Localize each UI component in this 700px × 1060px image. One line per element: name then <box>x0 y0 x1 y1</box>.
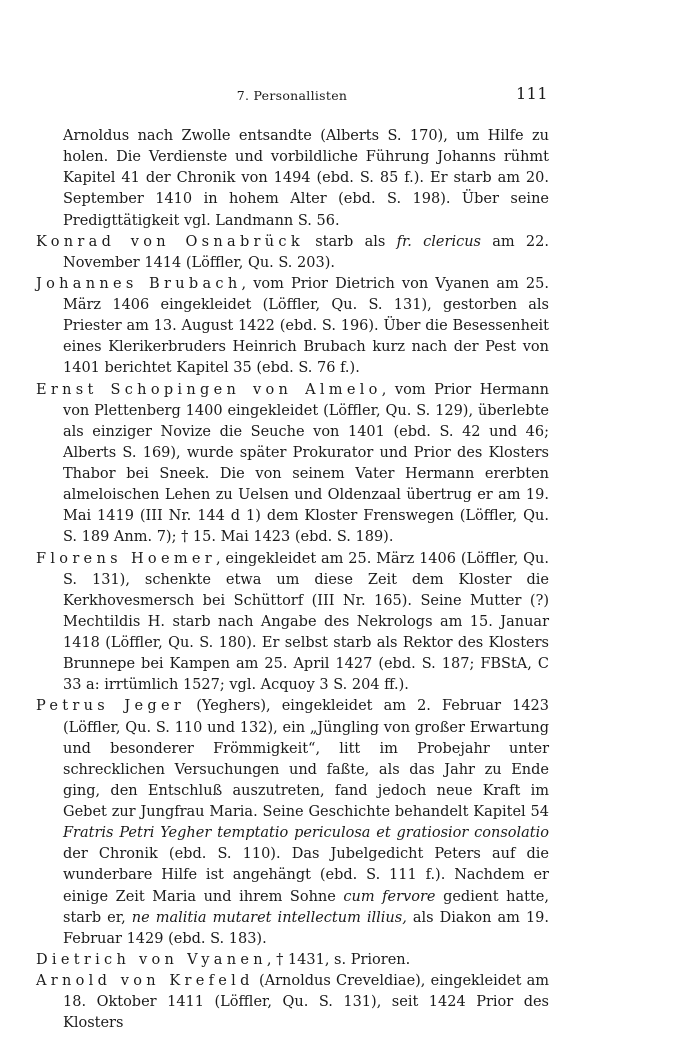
entry-text: (Arnoldus Creveldiae), eingekleidet am 18. Oktober 1411 (Löffler, Qu. S. 131), seit 1424 Prior des Klosters <box>63 973 550 1032</box>
entry-dietrich <box>36 950 549 971</box>
entry-text: der Chronik (ebd. S. 110). Das Jubelgedicht Peters auf die wunderbare Hilfe ist angehängt (ebd. S. 111 f.). Nachdem er einige Zeit Maria und ihrem Sohne <box>63 846 549 905</box>
entry-petrus <box>36 696 549 950</box>
body-text <box>36 126 549 1034</box>
entry-name: Konrad von Osnabrück <box>36 233 304 250</box>
entry-text: , eingekleidet am 25. März 1406 (Löffler, Qu. S. 131), schenkte etwa um diese Zeit dem Kloster die Kerkhovesmersch bei Schüttorf (III Nr. 165). Seine Mutter (?) Mechtildis H. starb nach Angabe des Nekrologs am 15. Januar 1418 (Löffler, Qu. S. 180). Er selbst starb als Rektor des Klosters Brunnepe bei Kampen am 25. April 1427 (ebd. S. 187; FBStA, C 33 a: irrtümlich 1527; vgl. Acquoy 3 S. 204 ff.). <box>63 550 549 694</box>
entry-text: , vom Prior Hermann von Plettenberg 1400 eingekleidet (Löffler, Qu. S. 129), überlebte als einziger Novize die Seuche von 1401 (ebd. S. 42 und 46; Alberts S. 169), wurde später Prokurator und Prior des Klosters Thabor bei Sneek. Die von seinem Vater Hermann ererbten almeloischen Lehen zu Uelsen und Oldenzaal übertrug er am 19. Mai 1419 (III Nr. 144 d 1) dem Kloster Frenswegen (Löffler, Qu. S. 189 Anm. 7); † 15. Mai 1423 (ebd. S. 189). <box>63 381 549 546</box>
entry-latin: fr. clericus <box>396 233 481 250</box>
entry-name: Florens Hoemer <box>36 550 216 567</box>
entry-text: Arnoldus nach Zwolle entsandte (Alberts S. 170), um Hilfe zu holen. Die Verdienste und vorbildliche Führung Johanns rühmt Kapitel 41 der Chronik von 1494 (ebd. S. 85 f.). Er starb am 20. September 1410 in hohem Alter (ebd. S. 198). Über seine Predigttätigkeit vgl. Landmann S. 56. <box>63 128 549 229</box>
entry-johannes <box>36 274 549 380</box>
entry-continuation <box>36 126 549 232</box>
entry-arnold <box>36 971 549 1034</box>
entry-name: Petrus Jeger <box>36 698 186 715</box>
entry-name: Johannes Brubach <box>36 275 242 292</box>
entry-name: Dietrich von Vyanen <box>36 951 267 968</box>
page-number: 111 <box>515 84 548 103</box>
entry-text: , † 1431, s. Prioren. <box>266 951 411 968</box>
entry-latin: Fratris Petri Yegher temptatio periculosa et gratiosior consolatio <box>63 825 549 842</box>
entry-konrad <box>36 232 549 274</box>
entry-text: starb als <box>303 233 397 250</box>
entry-ernst <box>36 380 549 549</box>
entry-florens <box>36 549 549 697</box>
entry-name: Arnold von Krefeld <box>36 973 254 989</box>
entry-text: gedient hatte, starb er, <box>63 888 549 926</box>
entry-text: als Diakon am 19. Februar 1429 (ebd. S. 183). <box>63 909 549 947</box>
running-title: 7. Personallisten <box>236 88 348 103</box>
entry-text: am 22. November 1414 (Löffler, Qu. S. 203). <box>63 233 549 271</box>
entry-text: (Yeghers), eingekleidet am 2. Februar 1423 (Löffler, Qu. S. 110 und 132), ein „Jüngling von großer Erwartung und besonderer Frömmigkeit“, litt im Probejahr unter schrecklichen Versuchungen und faßte, als das Jahr zu Ende ging, den Entschluß auszutreten, fand jedoch neue Kraft im Gebet zur Jungfrau Maria. Seine Geschichte behandelt Kapitel 54 <box>63 698 550 820</box>
entry-name: Ernst Schopingen von Almelo <box>36 381 382 398</box>
entry-text: , vom Prior Dietrich von Vyanen am 25. März 1406 eingekleidet (Löffler, Qu. S. 131), gestorben als Priester am 13. August 1422 (ebd. S. 196). Über die Besessenheit eines Klerikerbruders Heinrich Brubach kurz nach der Pest von 1401 berichtet Kapitel 35 (ebd. S. 76 f.). <box>63 275 549 377</box>
entry-latin: cum fervore <box>343 888 436 905</box>
entry-latin: ne malitia mutaret intellectum illius, <box>131 909 407 926</box>
